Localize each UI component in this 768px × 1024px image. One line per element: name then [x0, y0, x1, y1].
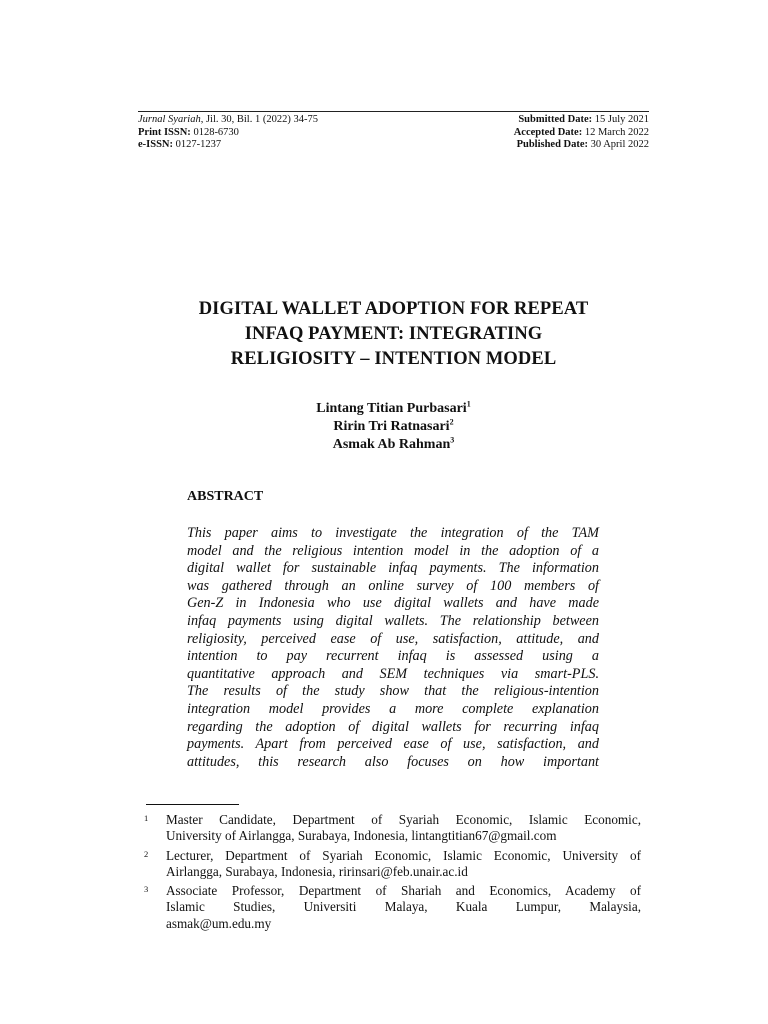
- print-issn-value: 0128-6730: [190, 126, 239, 138]
- author-affiliation-mark: 1: [466, 399, 471, 409]
- footnote-line: Lecturer, Department of Syariah Economic, Islamic Economic, University of: [166, 847, 641, 863]
- abstract-line: This paper aims to investigate the integration of the TAM: [187, 525, 599, 541]
- footnotes: [141, 812, 641, 935]
- abstract-line: Gen-Z in Indonesia who use digital wallets and have made: [187, 595, 599, 612]
- abstract-line: payments. Apart from perceived ease of use, satisfaction, and: [187, 736, 599, 753]
- journal-details: , Jil. 30, Bil. 1 (2022) 34-75: [200, 114, 318, 125]
- footnote-divider: [146, 804, 239, 805]
- footnote-number: 2: [144, 848, 149, 859]
- footnote-line: Airlangga, Surabaya, Indonesia, ririnsari@feb.unair.ac.id: [166, 863, 468, 879]
- footnote-number: 3: [144, 884, 149, 895]
- author-name: Ririn Tri Ratnasari: [333, 419, 450, 434]
- abstract-body: [187, 525, 599, 771]
- footnote-line: Associate Professor, Department of Shariah and Economics, Academy of: [166, 883, 641, 899]
- abstract-line: regarding the adoption of digital wallets for recurring infaq: [187, 718, 599, 735]
- footnote: [141, 812, 641, 845]
- footnote-line: Master Candidate, Department of Syariah Economic, Islamic Economic,: [166, 812, 641, 827]
- submitted-value: 15 July 2021: [592, 114, 649, 125]
- paper-title: [138, 297, 649, 372]
- journal-citation: [138, 114, 318, 127]
- abstract-line: integration model provides a more complete explanation: [187, 700, 599, 717]
- abstract-line: The results of the study show that the religious-intention: [187, 683, 599, 700]
- submitted-label: Submitted Date:: [518, 114, 593, 125]
- footnote-number: 1: [144, 813, 149, 823]
- title-line: INFAQ PAYMENT: INTEGRATING: [244, 324, 543, 344]
- abstract-line: quantitative approach and SEM techniques via smart-PLS.: [187, 665, 599, 682]
- abstract-line: attitudes, this research also focuses on how important: [187, 753, 599, 770]
- author: [138, 436, 649, 454]
- journal-name: Jurnal Syariah: [138, 114, 201, 125]
- eissn-label: e-ISSN:: [138, 139, 174, 150]
- title-line: DIGITAL WALLET ADOPTION FOR REPEAT: [198, 299, 589, 319]
- submitted-date: [514, 114, 649, 127]
- abstract-line: digital wallet for sustainable infaq payments. The information: [187, 560, 599, 577]
- accepted-date: [514, 127, 649, 140]
- print-issn-label: Print ISSN:: [138, 126, 191, 138]
- abstract-line: infaq payments using digital wallets. The relationship between: [187, 612, 599, 629]
- footnote: [141, 883, 641, 932]
- journal-header: [138, 111, 649, 150]
- accepted-label: Accepted Date:: [513, 126, 583, 138]
- abstract-heading: ABSTRACT: [187, 489, 264, 504]
- abstract-line: religiosity, perceived ease of use, satisfaction, attitude, and: [187, 630, 599, 647]
- abstract-line: intention to pay recurrent infaq is assessed using a: [187, 648, 599, 665]
- author: [138, 400, 649, 418]
- journal-info: [138, 114, 318, 152]
- print-issn: [138, 127, 318, 140]
- dates-info: [514, 114, 649, 152]
- footnote-line: asmak@um.edu.my: [166, 915, 272, 931]
- eissn: [138, 139, 318, 152]
- footnote: [141, 848, 641, 881]
- eissn-value: 0127-1237: [173, 139, 222, 150]
- author-affiliation-mark: 2: [449, 417, 454, 427]
- footnote-line: Islamic Studies, Universiti Malaya, Kuala Lumpur, Malaysia,: [166, 899, 641, 915]
- author-affiliation-mark: 3: [450, 435, 455, 445]
- title-line: RELIGIOSITY – INTENTION MODEL: [230, 349, 557, 369]
- published-value: 30 April 2022: [588, 139, 649, 150]
- author: [138, 418, 649, 436]
- published-label: Published Date:: [516, 139, 589, 150]
- footnote-line: University of Airlangga, Surabaya, Indonesia, lintangtitian67@gmail.com: [166, 828, 557, 844]
- author-name: Asmak Ab Rahman: [332, 437, 451, 452]
- author-list: [138, 400, 649, 454]
- published-date: [514, 139, 649, 152]
- accepted-value: 12 March 2022: [582, 126, 649, 138]
- abstract-line: model and the religious intention model in the adoption of a: [187, 542, 599, 559]
- author-name: Lintang Titian Purbasari: [316, 401, 467, 416]
- abstract-line: was gathered through an online survey of 100 members of: [187, 577, 599, 594]
